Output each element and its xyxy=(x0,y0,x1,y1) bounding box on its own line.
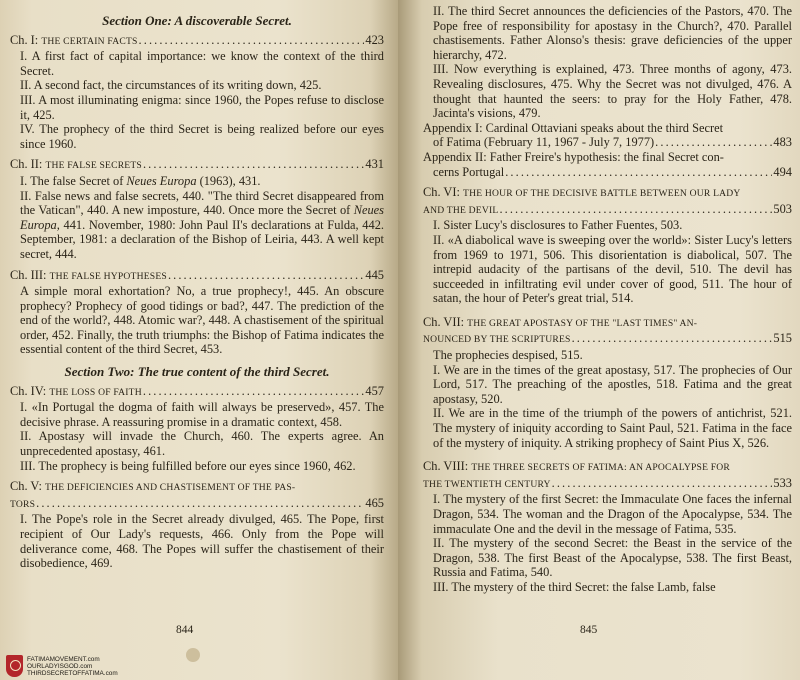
chapter-6 xyxy=(423,185,792,306)
chapter-7-number: Ch. VII: xyxy=(423,314,468,329)
chapter-8-title: THE THREE SECRETS OF FATIMA: AN APOCALYPSE FOR xyxy=(471,462,731,474)
chapter-8-title-cont: THE TWENTIETH CENTURY xyxy=(423,478,551,490)
chapter-2-item xyxy=(10,189,384,262)
left-page xyxy=(0,0,398,680)
watermark-line: THIRDSECRETOFFATIMA.com xyxy=(27,669,118,677)
leader-dots xyxy=(36,496,364,511)
chapter-5-page: 465 xyxy=(365,495,384,510)
appendix-1-page: 483 xyxy=(773,135,792,150)
chapter-2-number: Ch. II: xyxy=(10,157,46,172)
chapter-2-title-line xyxy=(10,157,384,174)
appendix-2 xyxy=(423,150,792,179)
chapter-5-title-line-2 xyxy=(10,496,384,513)
chapter-1-item: II. A second fact, the circumstances of its writing down, 425. xyxy=(20,78,322,93)
chapter-3 xyxy=(10,268,384,358)
leader-dots xyxy=(143,157,364,172)
chapter-1 xyxy=(10,33,384,152)
chapter-4-item: II. Apostasy will invade the Church, 460. The experts agree. An unprecedented apostasy, 461. xyxy=(20,429,384,459)
ornament-icon xyxy=(186,648,200,662)
appendix-1 xyxy=(423,121,792,150)
continued-item: II. The third Secret announces the deficiencies of the Pastors, 470. The Pope free of responsibility for apostasy in the Church?, 470. Parallel chastisements. Father Alonso's thesis: grave deficiencies of the upper hierarchy, 472. xyxy=(433,4,792,62)
section-one-heading: Section One: A discoverable Secret. xyxy=(102,13,292,28)
chapter-6-title-line-2 xyxy=(423,202,792,219)
watermark-logo xyxy=(6,655,118,677)
chapter-7-title-line-2 xyxy=(423,331,792,348)
leader-dots xyxy=(168,268,364,283)
chapter-5-title: THE DEFICIENCIES AND CHASTISEMENT OF THE PAS- xyxy=(45,482,296,494)
chapter-6-number: Ch. VI: xyxy=(423,185,464,200)
section-two-heading: Section Two: The true content of the third Secret. xyxy=(64,364,330,380)
text-run: II. False news and false secrets, 440. "The third Secret disappeared from the Vatican", 440. A new imposture, 440. Once more the Secret of xyxy=(20,188,384,218)
chapter-1-title: THE CERTAIN FACTS xyxy=(41,35,138,47)
chapter-6-item: II. «A diabolical wave is sweeping over the world»: Sister Lucy's letters from 1969 to 1971, 506. This disorientation is diabolical, 507. The intrepid audacity of the partisans of the devil, 510. The devil has succeeded in infiltrating evil under cover of good, 511. The hour of satan, the hour of Peter's great trial, 514. xyxy=(433,232,792,306)
appendix-2-title-cont: cerns Portugal xyxy=(433,164,505,179)
text-run: 441. November, 1980: John Paul II's declarations at Fulda, 442. September, 1981: a declaration of the Bishop of Leiria, 443. A well kept secret, 444. xyxy=(20,217,384,261)
chapter-4-title-line xyxy=(10,384,384,401)
chapter-6-item: I. Sister Lucy's disclosures to Father Fuentes, 503. xyxy=(433,218,683,233)
page-number: 844 xyxy=(176,624,194,637)
chapter-7-item: II. We are in the time of the triumph of the powers of antichrist, 521. The mystery of iniquity according to Saint Paul, 521. Fatima in the face of the mystery of iniquity. A striking prophecy of Saint Pius X, 526. xyxy=(433,406,792,450)
chapter-6-title: THE HOUR OF THE DECISIVE BATTLE BETWEEN OUR LADY xyxy=(463,188,741,200)
chapter-5 xyxy=(10,479,384,571)
appendix-2-line-1: Appendix II: Father Freire's hypothesis: the final Secret con- xyxy=(423,149,724,164)
chapter-1-item: IV. The prophecy of the third Secret is being realized before our eyes since 1960. xyxy=(20,122,384,151)
chapter-3-title-line xyxy=(10,268,384,285)
chapter-1-page: 423 xyxy=(365,32,384,47)
text-run: (1963), 431. xyxy=(196,173,261,188)
chapter-5-title-cont: TORS xyxy=(10,498,36,510)
chapter-4-number: Ch. IV: xyxy=(10,383,50,398)
page-number: 845 xyxy=(580,624,598,637)
chapter-1-number: Ch. I: xyxy=(10,32,42,47)
chapter-8-item: III. The mystery of the third Secret: the false Lamb, false xyxy=(433,579,716,594)
chapter-8 xyxy=(423,459,792,594)
appendix-1-line-1: Appendix I: Cardinal Ottaviani speaks about the third Secret xyxy=(423,120,724,135)
italic-title: Neues Europa, xyxy=(20,203,384,232)
chapter-4-item: I. «In Portugal the dogma of faith will always be preserved», 457. The decisive phrase. A reassuring promise in a dramatic context, 458. xyxy=(20,400,384,429)
chapter-8-item: I. The mystery of the first Secret: the Immaculate One faces the infernal Dragon, 534. The woman and the Dragon of the Apocalypse, 534. The immaculate One and the devil in the message of Fatima, 535. xyxy=(433,492,792,536)
chapter-4-page: 457 xyxy=(365,383,384,398)
chapter-4-title: THE LOSS OF FAITH xyxy=(49,386,142,398)
leader-dots xyxy=(572,331,773,346)
leader-dots xyxy=(552,476,773,491)
leader-dots xyxy=(655,135,772,150)
chapter-7-item: The prophecies despised, 515. xyxy=(433,348,583,363)
chapter-7-page: 515 xyxy=(773,331,792,346)
leader-dots xyxy=(505,165,772,180)
shield-icon xyxy=(6,655,23,677)
appendix-2-line-2 xyxy=(423,165,792,180)
chapter-7 xyxy=(423,315,792,450)
chapter-6-title-cont: AND THE DEVIL xyxy=(423,204,499,216)
chapter-5-item: I. The Pope's role in the Secret already divulged, 465. The Pope, first recipient of Our Lady's requests, 466. Only from the Pope will deliverance come, 468. The Popes will suffer the chastisement of their disobedience, 469. xyxy=(20,512,384,571)
watermark-text xyxy=(27,656,118,677)
leader-dots xyxy=(143,384,365,399)
chapter-7-title-line-1 xyxy=(423,315,792,332)
chapter-1-title-line xyxy=(10,33,384,50)
continued-item: III. Now everything is explained, 473. Three months of agony, 473. Revealing disclosures, 475. Why the Secret was not divulged, 476. A thought that haunted the seers: to pray for the Holy Father, 478. Jacinta's visions, 479. xyxy=(433,62,792,121)
chapter-3-number: Ch. III: xyxy=(10,267,50,282)
chapter-8-title-line-1 xyxy=(423,459,792,476)
chapter-2-page: 431 xyxy=(365,157,384,172)
watermark-line: OURLADYISGOD.com xyxy=(27,662,93,670)
chapter-1-item: I. A first fact of capital importance: we know the context of the third Secret. xyxy=(20,49,384,78)
chapter-6-page: 503 xyxy=(773,201,792,216)
appendix-2-page: 494 xyxy=(773,164,792,179)
chapter-8-item: II. The mystery of the second Secret: the Beast in the service of the Dragon, 538. The first Beast of the Apocalypse, 538. The first Beast, Russia and Fatima, 540. xyxy=(433,536,792,580)
appendix-1-title-cont: of Fatima (February 11, 1967 - July 7, 1977) xyxy=(433,135,655,150)
spacer xyxy=(423,306,792,315)
chapter-8-title-line-2 xyxy=(423,476,792,493)
chapter-2-item xyxy=(10,174,384,189)
chapter-1-item: III. A most illuminating enigma: since 1960, the Popes refuse to disclose it, 425. xyxy=(20,92,384,122)
chapter-3-page: 445 xyxy=(365,267,384,282)
spacer xyxy=(423,450,792,459)
appendix-1-line-2 xyxy=(423,135,792,150)
chapter-3-item: A simple moral exhortation? No, a true prophecy!, 445. An obscure prophecy? Prophecy of good tidings or bad?, 447. The prediction of the end of the world?, 448. Atomic war?, 448. A chastisement of the spiritual order, 452. Finally, the truth triumphs: the Bishop of Fatima indicates the essential content of the third Secret, 453. xyxy=(20,284,384,357)
chapter-4 xyxy=(10,384,384,474)
chapter-5-number: Ch. V: xyxy=(10,479,45,494)
chapter-4-item: III. The prophecy is being fulfilled before our eyes since 1960, 462. xyxy=(20,458,356,473)
text-run: I. The false Secret of xyxy=(20,173,127,188)
italic-title: Neues Europa xyxy=(126,173,197,188)
chapter-3-title: THE FALSE HYPOTHESES xyxy=(49,270,167,282)
chapter-7-title: THE GREAT APOSTASY OF THE "LAST TIMES" AN- xyxy=(467,317,698,329)
chapter-2-title: THE FALSE SECRETS xyxy=(45,160,142,172)
chapter-8-number: Ch. VIII: xyxy=(423,459,472,474)
chapter-2 xyxy=(10,157,384,261)
leader-dots xyxy=(499,202,772,217)
chapter-8-page: 533 xyxy=(773,475,792,490)
chapter-5-title-line-1 xyxy=(10,479,384,496)
chapter-7-title-cont: NOUNCED BY THE SCRIPTURES xyxy=(423,334,571,346)
chapter-7-item: I. We are in the times of the great apostasy, 517. The prophecies of Our Lord, 517. The preaching of the apostles, 518. Fatima and the great apostasy, 520. xyxy=(433,362,792,406)
leader-dots xyxy=(139,33,365,48)
watermark-line: FATIMAMOVEMENT.com xyxy=(27,655,100,663)
right-page xyxy=(398,0,800,680)
chapter-6-title-line-1 xyxy=(423,185,792,202)
